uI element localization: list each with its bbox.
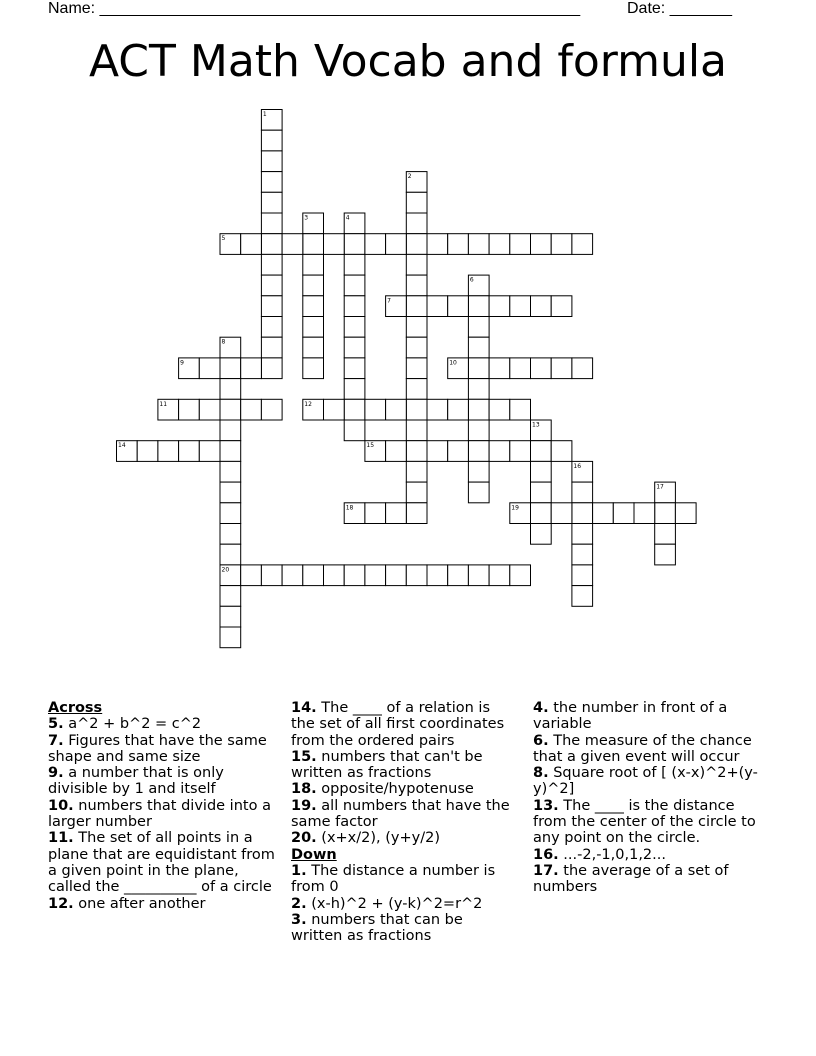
grid-cell[interactable] [489,565,510,586]
grid-cell[interactable] [572,586,593,607]
grid-cell[interactable] [282,565,303,586]
grid-cell[interactable] [220,399,241,420]
grid-cell[interactable] [199,358,220,379]
grid-cell[interactable] [344,565,365,586]
grid-cell[interactable] [406,461,427,482]
grid-cell[interactable] [261,151,282,172]
clue-number: 5. [48,716,64,733]
grid-cell[interactable] [344,379,365,400]
cell-number: 14 [118,442,126,450]
grid-cell[interactable] [158,441,179,462]
grid-cell[interactable] [303,337,324,358]
across-heading: Across [48,700,103,716]
grid-cell[interactable] [220,461,241,482]
grid-cell[interactable] [406,337,427,358]
clue-text: Figures that have the same shape and same size [48,732,267,765]
grid-cell[interactable] [365,565,386,586]
clue-number: 3. [291,911,307,928]
grid-cell[interactable] [468,234,489,255]
grid-cell[interactable] [510,399,531,420]
clue-text: numbers that can be written as fractions [291,911,463,945]
grid-cell[interactable] [551,296,572,317]
name-field[interactable]: Name: ______________________________________________________ [48,0,581,17]
grid-cell[interactable] [489,234,510,255]
clue-number: 12. [48,895,74,912]
grid-cell[interactable] [261,399,282,420]
grid-cell[interactable] [365,399,386,420]
grid-cell[interactable] [220,586,241,607]
grid-cell[interactable] [551,234,572,255]
grid-cell[interactable] [406,275,427,296]
grid-cell[interactable] [303,358,324,379]
grid-cell[interactable] [199,441,220,462]
grid-cell[interactable] [261,192,282,213]
clue-text: the average of a set of numbers [533,862,729,896]
grid-cell[interactable] [220,358,241,379]
clue-number: 7. [48,732,64,749]
clue-item [291,830,517,846]
grid-cell[interactable] [468,399,489,420]
clue-number: 4. [533,700,549,716]
grid-cell[interactable] [531,461,552,482]
clue-item [533,863,769,896]
grid-cell[interactable] [324,234,345,255]
grid-cell[interactable] [448,234,469,255]
clue-text: The set of all points in a plane that are equidistant from a given point in the plane, called the __________ of a circle [48,830,275,896]
grid-cell[interactable] [261,317,282,338]
grid-cell[interactable] [179,399,200,420]
grid-cell[interactable] [634,503,655,524]
grid-cell[interactable] [551,503,572,524]
grid-cell[interactable] [406,296,427,317]
cell-number: 3 [304,214,309,222]
grid-cell[interactable] [344,358,365,379]
grid-cell[interactable] [468,337,489,358]
grid-cell[interactable] [220,627,241,648]
grid-cell[interactable] [220,379,241,400]
grid-cell[interactable] [406,317,427,338]
grid-cell[interactable] [199,399,220,420]
grid-cell[interactable] [468,482,489,503]
cell-number: 4 [345,214,350,222]
clues-column-1 [48,700,284,912]
grid-cell[interactable] [406,234,427,255]
grid-cell[interactable] [572,503,593,524]
grid-cell[interactable] [531,358,552,379]
grid-cell[interactable] [344,399,365,420]
clue-number: 13. [533,797,559,814]
grid-cell[interactable] [406,399,427,420]
grid-cell[interactable] [179,441,200,462]
grid-cell[interactable] [303,317,324,338]
grid-cell[interactable] [324,399,345,420]
grid-cell[interactable] [365,234,386,255]
clue-item [48,798,284,831]
grid-cell[interactable] [220,441,241,462]
grid-cell[interactable] [468,317,489,338]
grid-cell[interactable] [282,234,303,255]
grid-cell[interactable] [531,524,552,545]
cell-number: 17 [656,483,664,491]
cell-number: 7 [387,297,391,305]
grid-cell[interactable] [303,296,324,317]
grid-cell[interactable] [468,461,489,482]
grid-cell[interactable] [406,420,427,441]
clue-number: 10. [48,797,74,814]
clue-item [48,765,284,798]
grid-cell[interactable] [220,544,241,565]
grid-cell[interactable] [261,296,282,317]
grid-cell[interactable] [261,358,282,379]
grid-cell[interactable] [406,441,427,462]
grid-cell[interactable] [510,234,531,255]
grid-cell[interactable] [344,296,365,317]
grid-cell[interactable] [303,275,324,296]
clue-item [48,716,284,732]
page-title: ACT Math Vocab and formula [88,36,728,87]
grid-cell[interactable] [406,192,427,213]
cell-number: 10 [449,359,457,367]
grid-cell[interactable] [406,565,427,586]
cell-number: 12 [304,400,312,408]
grid-cell[interactable] [261,565,282,586]
grid-cell[interactable] [261,130,282,151]
grid-cell[interactable] [406,213,427,234]
grid-cell[interactable] [448,565,469,586]
clue-number: 11. [48,830,74,847]
grid-cell[interactable] [220,606,241,627]
grid-cell[interactable] [510,565,531,586]
clue-item [291,863,517,896]
grid-cell[interactable] [241,565,262,586]
grid-cell[interactable] [572,544,593,565]
grid-cell[interactable] [427,565,448,586]
clue-number: 16. [533,846,559,863]
cell-number: 13 [532,421,540,429]
grid-cell[interactable] [344,254,365,275]
clue-item [291,896,517,912]
grid-cell[interactable] [613,503,634,524]
cell-number: 19 [511,504,519,512]
grid-cell[interactable] [572,524,593,545]
clue-number: 18. [291,781,317,798]
clue-item [533,700,769,733]
clue-number: 19. [291,797,317,814]
grid-cell[interactable] [593,503,614,524]
grid-cell[interactable] [655,503,676,524]
grid-cell[interactable] [365,503,386,524]
grid-cell[interactable] [531,441,552,462]
grid-cell[interactable] [531,296,552,317]
clue-number: 15. [291,748,317,765]
grid-cell[interactable] [510,296,531,317]
cell-number: 9 [180,359,184,367]
grid-cell[interactable] [220,503,241,524]
grid-cell[interactable] [427,234,448,255]
grid-cell[interactable] [448,296,469,317]
grid-cell[interactable] [468,420,489,441]
cell-number: 8 [221,338,226,346]
grid-cell[interactable] [489,296,510,317]
clue-item [48,896,284,912]
grid-cell[interactable] [468,296,489,317]
clue-item [48,733,284,766]
cell-number: 15 [366,442,375,450]
grid-cell[interactable] [261,254,282,275]
clue-item [291,798,517,831]
grid-cell[interactable] [406,503,427,524]
grid-cell[interactable] [531,234,552,255]
clue-number: 8. [533,765,549,782]
grid-cell[interactable] [220,482,241,503]
grid-cell[interactable] [572,358,593,379]
clue-item [291,700,517,749]
grid-cell[interactable] [344,234,365,255]
grid-cell[interactable] [344,337,365,358]
grid-cell[interactable] [572,565,593,586]
clue-text: a^2 + b^2 = c^2 [63,716,202,733]
clue-text: (x+x/2), (y+y/2) [316,830,440,847]
clue-text: The ____ of a relation is the set of all first coordinates from the ordered pairs [291,700,505,749]
clue-number: 1. [291,862,307,879]
grid-cell[interactable] [510,358,531,379]
grid-cell[interactable] [572,234,593,255]
grid-cell[interactable] [303,254,324,275]
grid-cell[interactable] [386,503,407,524]
cell-number: 5 [221,235,226,243]
grid-cell[interactable] [510,441,531,462]
clue-text: The distance a number is from 0 [291,862,496,896]
clue-item [533,733,769,766]
grid-cell[interactable] [572,482,593,503]
grid-cell[interactable] [448,399,469,420]
grid-cell[interactable] [220,524,241,545]
clue-number: 9. [48,765,64,782]
grid-cell[interactable] [468,441,489,462]
grid-cell[interactable] [261,172,282,193]
clue-item [291,749,517,782]
clue-text: ...-2,-1,0,1,2... [558,846,666,863]
grid-cell[interactable] [427,296,448,317]
date-field[interactable]: Date: _______ [627,0,732,17]
cell-number: 2 [407,173,412,181]
down-heading: Down [291,846,337,863]
grid-cell[interactable] [220,420,241,441]
clue-item [48,830,284,895]
grid-cell[interactable] [303,234,324,255]
grid-cell[interactable] [344,275,365,296]
grid-cell[interactable] [427,441,448,462]
cell-number: 1 [262,111,267,118]
cell-number: 18 [345,504,354,512]
clue-text: The ____ is the distance from the center of the circle to any point on the circle. [533,797,756,847]
grid-cell[interactable] [386,399,407,420]
grid-cell[interactable] [303,565,324,586]
grid-cell[interactable] [261,213,282,234]
clues-column-2 [291,700,517,944]
clue-text: one after another [73,895,206,912]
grid-cell[interactable] [241,358,262,379]
clue-number: 20. [291,830,317,847]
grid-cell[interactable] [468,565,489,586]
grid-cell[interactable] [324,565,345,586]
grid-cell[interactable] [386,234,407,255]
grid-cell[interactable] [137,441,158,462]
cell-number: 11 [159,400,168,408]
cell-number: 20 [221,566,230,574]
grid-cell[interactable] [261,234,282,255]
grid-cell[interactable] [551,358,572,379]
grid-cell[interactable] [386,441,407,462]
grid-cell[interactable] [386,565,407,586]
grid-cell[interactable] [489,358,510,379]
clue-number: 14. [291,700,317,716]
cell-number: 6 [469,276,474,284]
clue-number: 6. [533,732,549,749]
clue-text: numbers that can't be written as fractions [291,748,483,782]
clue-item [533,798,769,847]
grid-cell[interactable] [531,482,552,503]
grid-cell[interactable] [406,379,427,400]
grid-cell[interactable] [448,441,469,462]
clue-item [291,781,517,797]
clue-text: all numbers that have the same factor [291,797,510,831]
clue-item [533,765,769,798]
grid-cell[interactable] [427,399,448,420]
cell-number: 16 [573,462,582,470]
grid-cell[interactable] [468,358,489,379]
clue-text: (x-h)^2 + (y-k)^2=r^2 [306,895,483,912]
clue-text: numbers that divide into a larger number [48,797,271,831]
grid-cell[interactable] [489,399,510,420]
clue-number: 2. [291,895,307,912]
clue-text: the number in front of a variable [533,700,728,733]
grid-cell[interactable] [531,503,552,524]
clue-number: 17. [533,862,559,879]
grid-cell[interactable] [406,482,427,503]
clue-text: Square root of [ (x-x)^2+(y-y)^2] [533,765,758,798]
grid-cell[interactable] [655,524,676,545]
grid-cell[interactable] [406,358,427,379]
clue-text: a number that is only divisible by 1 and itself [48,765,224,798]
grid-cell[interactable] [344,317,365,338]
grid-cell[interactable] [406,254,427,275]
grid-cell[interactable] [261,337,282,358]
grid-cell[interactable] [675,503,696,524]
grid-cell[interactable] [551,441,572,462]
grid-cell[interactable] [241,234,262,255]
clue-text: The measure of the chance that a given event will occur [533,732,752,765]
grid-cell[interactable] [261,275,282,296]
grid-cell[interactable] [241,399,262,420]
clue-item [533,847,769,863]
clue-text: opposite/hypotenuse [316,781,474,798]
clues-column-3 [533,700,769,896]
grid-cell[interactable] [655,544,676,565]
grid-cell[interactable] [489,441,510,462]
grid-cell[interactable] [344,420,365,441]
grid-cell[interactable] [468,379,489,400]
clue-item [291,912,517,945]
